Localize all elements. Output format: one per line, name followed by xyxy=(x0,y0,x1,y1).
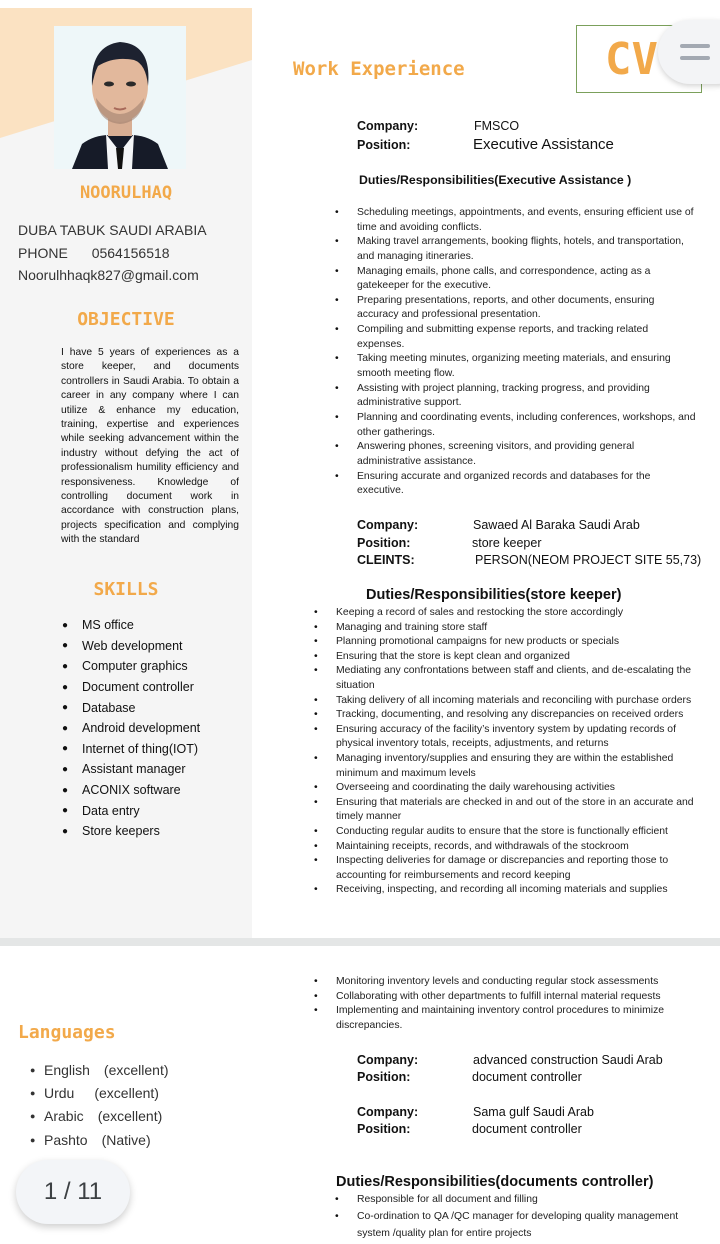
objective-text: I have 5 years of experiences as a store keeper, and documents controllers in Saudi Arabia. To obtain a career in any company where I can utilize & enhance my education, training, expertise and experiences while seeking advancement within the industry without defying the act of professionalism humility efficiency and responsiveness. Knowledge of controlling document work in accordance with construction plans, projects specification and complying with the standard xyxy=(61,347,239,546)
duty-item: • Collaborating with other departments to fulfill internal material requests xyxy=(336,990,696,1005)
job-4-duties xyxy=(357,1192,697,1242)
language-item: ● Pashto (Native) xyxy=(30,1131,151,1148)
phone-number: 0564156518 xyxy=(91,245,170,261)
page-indicator[interactable]: 1 / 11 xyxy=(16,1160,130,1224)
language-item: ● Arabic (excellent) xyxy=(30,1108,163,1125)
email: Noorulhhaqk827@gmail.com xyxy=(18,267,199,283)
duty-item: • Managing inventory/supplies and ensuring they are within the established minimum and maximum levels xyxy=(336,752,696,781)
job-2-duties-continued xyxy=(336,975,696,1033)
duty-item: • Assisting with project planning, tracking progress, and providing administrative support. xyxy=(357,382,697,411)
duty-item: • Taking meeting minutes, organizing meeting materials, and ensuring smooth meeting flow. xyxy=(357,352,697,381)
languages-list xyxy=(30,1058,169,1151)
menu-button[interactable] xyxy=(658,20,720,84)
cv-logo: CV xyxy=(605,34,658,85)
skill-item: ● Web development xyxy=(62,638,183,653)
skills-list xyxy=(62,615,200,842)
job-2-duties-title: Duties/Responsibilities(store keeper) xyxy=(366,587,622,603)
hamburger-menu-icon-bar xyxy=(680,56,710,60)
candidate-name: NOORULHAQ xyxy=(79,183,173,203)
skill-item: ● ACONIX software xyxy=(62,783,181,798)
duty-item: • Maintaining receipts, records, and withdrawals of the stockroom xyxy=(336,840,696,855)
duty-item: • Ensuring accuracy of the facility’s inventory system by updating records of physical inventory totals, receipts, adjustments, and returns xyxy=(336,723,696,752)
duty-item: • Ensuring accurate and organized records and databases for the executive. xyxy=(357,470,697,499)
skill-item: ● Data entry xyxy=(62,803,140,818)
languages-title: Languages xyxy=(18,1022,116,1043)
skill-item: ● Assistant manager xyxy=(62,762,186,777)
duty-item: • Planning and coordinating events, including conferences, workshops, and other gatherings. xyxy=(357,411,697,440)
job-1-duties xyxy=(357,206,697,499)
job-2-duties xyxy=(336,606,696,898)
duty-item: • Compiling and submitting expense reports, and tracking related expenses. xyxy=(357,323,697,352)
duty-item: • Making travel arrangements, booking flights, hotels, and transportation, and managing itineraries. xyxy=(357,235,697,264)
duty-item: • Inspecting deliveries for damage or discrepancies and reporting those to accounting for reimbursements and record keeping xyxy=(336,854,696,883)
duty-item: • Conducting regular audits to ensure that the store is functionally efficient xyxy=(336,825,696,840)
profile-photo xyxy=(54,26,186,169)
duty-item: • Managing emails, phone calls, and correspondence, acting as a gatekeeper for the executive. xyxy=(357,265,697,294)
phone-label: PHONE xyxy=(18,245,68,261)
address: DUBA TABUK SAUDI ARABIA xyxy=(18,222,207,238)
duty-item: • Mediating any confrontations between staff and clients, and de-escalating the situation xyxy=(336,664,696,693)
skill-item: ● Android development xyxy=(62,721,201,736)
work-experience-title: Work Experience xyxy=(293,58,465,80)
duty-item: • Co-ordination to QA /QC manager for developing quality management system /quality plan for entire projects xyxy=(357,1209,697,1243)
duty-item: • Monitoring inventory levels and conducting regular stock assessments xyxy=(336,975,696,990)
duty-item: • Responsible for all document and filling xyxy=(357,1192,697,1209)
duty-item: • Ensuring that materials are checked in and out of the store in an accurate and timely manner xyxy=(336,796,696,825)
duty-item: • Tracking, documenting, and resolving any discrepancies on received orders xyxy=(336,708,696,723)
duty-item: • Overseeing and coordinating the daily warehousing activities xyxy=(336,781,696,796)
hamburger-menu-icon xyxy=(680,44,710,48)
objective-title: OBJECTIVE xyxy=(77,309,175,330)
document-page-2: Languages ● English (excellent) ● Urdu (excellent) ● Arabic (excellent) ● Pashto (Native) • Monitoring inventory levels and conducting regular stock assessments • Collaborating with other departments to fulfill internal material requests • Implementing and maintaining inventory control procedures to minimize discrepancies. Company: advanced construction Saudi Arab Position: document controller Company: Sama gulf Saudi Arab Position: document controller Duties/Responsibilities(documents controller) • Responsible for all document and filling • Co-ordination to QA /QC manager for developing quality management system /quality plan for entire projects xyxy=(0,946,720,1244)
duty-item: • Receiving, inspecting, and recording all incoming materials and supplies xyxy=(336,883,696,898)
duty-item: • Preparing presentations, reports, and other documents, ensuring accuracy and professional presentation. xyxy=(357,294,697,323)
job-1-duties-title: Duties/Responsibilities(Executive Assistance ) xyxy=(359,173,632,187)
skill-item: ● MS office xyxy=(62,618,134,633)
skill-item: ● Computer graphics xyxy=(62,659,188,674)
duty-item: • Ensuring that the store is kept clean and organized xyxy=(336,650,696,665)
skill-item: ● Document controller xyxy=(62,680,194,695)
duty-item: • Keeping a record of sales and restocking the store accordingly xyxy=(336,606,696,621)
job-4-duties-title: Duties/Responsibilities(documents controller) xyxy=(336,1174,654,1190)
phone-line xyxy=(18,245,170,261)
duty-item: • Managing and training store staff xyxy=(336,621,696,636)
skill-item: ● Internet of thing(IOT) xyxy=(62,741,199,756)
skills-title: SKILLS xyxy=(93,579,159,600)
skill-item: ● Database xyxy=(62,700,136,715)
duty-item: • Taking delivery of all incoming materials and reconciling with purchase orders xyxy=(336,694,696,709)
duty-item: • Scheduling meetings, appointments, and events, ensuring efficient use of time and avoiding conflicts. xyxy=(357,206,697,235)
skill-item: ● Store keepers xyxy=(62,824,160,839)
language-item: ● Urdu (excellent) xyxy=(30,1084,159,1101)
duty-item: • Answering phones, screening visitors, and providing general administrative assistance. xyxy=(357,440,697,469)
document-page-1: NOORULHAQ DUBA TABUK SAUDI ARABIA PHONE 0564156518 Noorulhhaqk827@gmail.com OBJECTIVE I have 5 years of experiences as a store keeper, and documents controllers in Saudi Arabia. To obtain a career in any company where I can utilize & enhance my education, training, expertise and experiences while seeking advancement within the industry without defying the act of professionalism humility efficiency and responsiveness. Knowledge of controlling document work in accordance with construction plans, projects specification and complying with the standard SKILLS ● MS office ● Web development ● Computer graphics ● Document controller ● Database ● Android development ● Internet of thing(IOT) ● Assistant manager ● ACONIX software ● Data entry ● Store keepers CV Work Experience Company: FMSCO Position: Executive Assistance Duties/Responsibilities(Executive Assistance ) • Scheduling meetings, appointments, and events, ensuring efficient use of time and avoiding conflicts. • Making travel arrangements, booking flights, hotels, and transportation, and managing itineraries. • Managing emails, phone calls, and correspondence, acting as a gatekeeper for the executive. • Preparing presentations, reports, and other documents, ensuring accuracy and professional presentation. • Compiling and submitting expense reports, and tracking related expenses. • Taking meeting minutes, organizing meeting materials, and ensuring smooth meeting flow. • Assisting with project planning, tracking progress, and providing administrative support. • Planning and coordinating events, including conferences, workshops, and other gatherings. • Answering phones, screening visitors, and providing general administrative assistance. • Ensuring accurate and organized records and databases for the executive. Company: Sawaed Al Baraka Saudi Arab Position: store keeper CLEINTS: PERSON(NEOM PROJECT SITE 55,73) Duties/Responsibilities(store keeper) • Keeping a record of sales and restocking the store accordingly • Managing and training store staff • Planning promotional campaigns for new products or specials • Ensuring that the store is kept clean and organized • Mediating any confrontations between staff and clients, and de-escalating the situation • Taking delivery of all incoming materials and reconciling with purchase orders • Tracking, documenting, and resolving any discrepancies on received orders • Ensuring accuracy of the facility’s inventory system by updating records of physical inventory totals, receipts, adjustments, and returns • Managing inventory/supplies and ensuring they are within the established minimum and maximum levels • Overseeing and coordinating the daily warehousing activities • Ensuring that materials are checked in and out of the store in an accurate and timely manner • Conducting regular audits to ensure that the store is functionally efficient • Maintaining receipts, records, and withdrawals of the stockroom • Inspecting deliveries for damage or discrepancies and reporting those to accounting for reimbursements and record keeping • Receiving, inspecting, and recording all incoming materials and supplies xyxy=(0,0,720,938)
duty-item: • Planning promotional campaigns for new products or specials xyxy=(336,635,696,650)
language-item: ● English (excellent) xyxy=(30,1061,169,1078)
duty-item: • Implementing and maintaining inventory control procedures to minimize discrepancies. xyxy=(336,1004,696,1033)
